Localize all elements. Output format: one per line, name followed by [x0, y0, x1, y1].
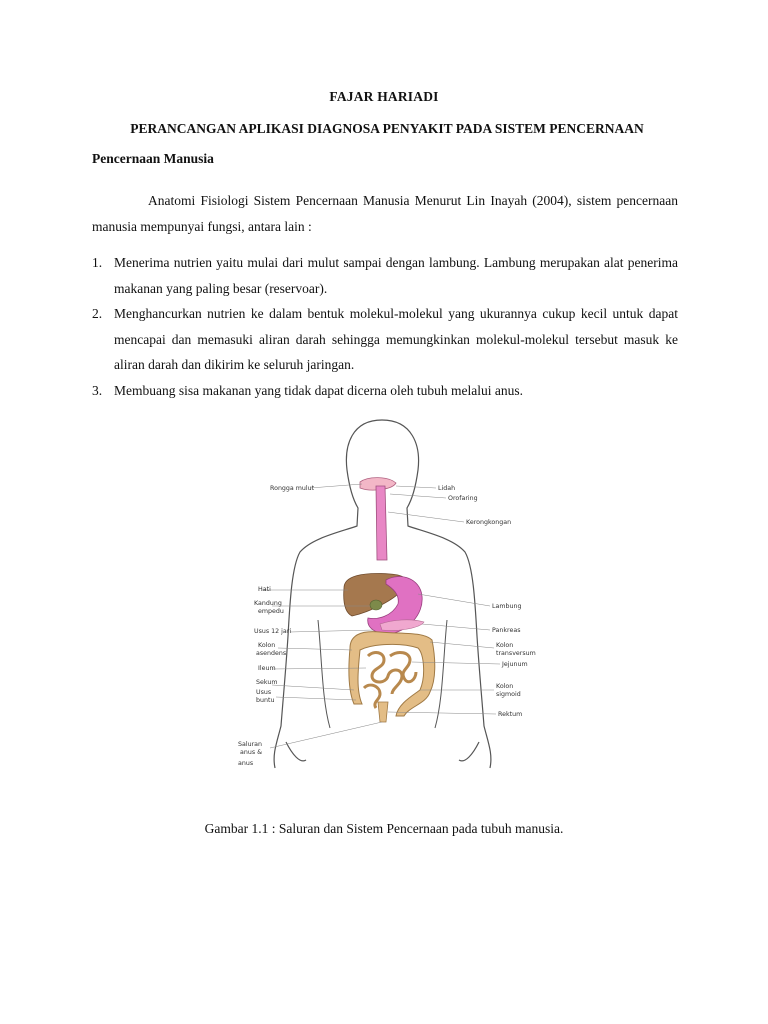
label-kolon: Kolon — [258, 642, 276, 649]
digestive-system-diagram — [224, 414, 554, 784]
label-empedu: empedu — [258, 608, 284, 615]
esophagus — [376, 486, 387, 560]
list-number: 1. — [92, 255, 103, 270]
label-asendens: asendens — [256, 650, 287, 657]
label-kolon-s: Kolon — [496, 683, 514, 690]
label-usus-12-jari: Usus 12 jari — [254, 628, 292, 635]
label-lidah: Lidah — [438, 485, 456, 492]
gallbladder — [370, 600, 382, 610]
label-ileum: Ileum — [258, 665, 276, 672]
author-name: FAJAR HARIADI — [329, 89, 439, 104]
label-sigmoid: sigmoid — [496, 691, 521, 698]
list-number: 2. — [92, 306, 103, 321]
label-anus-and: anus & — [240, 749, 263, 756]
label-kandung: Kandung — [254, 600, 282, 607]
label-lambung: Lambung — [492, 603, 522, 610]
label-sekum: Sekum — [256, 679, 278, 686]
label-pankreas: Pankreas — [492, 627, 521, 634]
label-jejunum: Jejunum — [502, 661, 528, 668]
figure-caption: Gambar 1.1 : Saluran dan Sistem Pencernaan pada tubuh manusia. — [204, 821, 564, 836]
label-rongga-mulut: Rongga mulut — [270, 485, 315, 492]
function-list — [92, 250, 678, 403]
section-heading: Pencernaan Manusia — [92, 151, 214, 166]
document-title: PERANCANGAN APLIKASI DIAGNOSA PENYAKIT PADA SISTEM PENCERNAAN — [130, 121, 644, 136]
label-kolon-t: Kolon — [496, 642, 514, 649]
label-kerongkongan: Kerongkongan — [466, 519, 512, 526]
rectum — [378, 702, 388, 722]
label-hati: Hati — [258, 586, 271, 593]
label-anus: anus — [238, 760, 254, 767]
label-buntu: buntu — [256, 697, 275, 704]
list-number: 3. — [92, 382, 103, 398]
list-text: Menerima nutrien yaitu mulai dari mulut sampai dengan lambung. Lambung merupakan alat penerima makanan yang paling besar (reservoar). — [114, 255, 678, 296]
list-text: Membuang sisa makanan yang tidak dapat dicerna oleh tubuh melalui anus. — [114, 382, 524, 398]
list-item — [92, 301, 678, 378]
label-saluran: Saluran — [238, 741, 263, 748]
label-usus: Usus — [256, 689, 272, 696]
label-rektum: Rektum — [498, 711, 523, 718]
list-text: Menghancurkan nutrien ke dalam bentuk molekul-molekul yang ukurannya cukup kecil untuk dapat mencapai dan memasuki aliran darah sehingga memungkinkan molekul-molekul tersebut masuk ke aliran darah dan dikirim ke seluruh jaringan. — [114, 306, 678, 372]
list-item — [92, 250, 678, 301]
label-transversum: transversum — [496, 650, 536, 657]
list-item — [92, 378, 678, 404]
intro-paragraph: Anatomi Fisiologi Sistem Pencernaan Manusia Menurut Lin Inayah (2004), sistem pencernaan manusia mempunyai fungsi, antara lain : — [92, 193, 678, 234]
large-intestine — [349, 632, 435, 716]
label-orofaring: Orofaring — [448, 495, 478, 502]
